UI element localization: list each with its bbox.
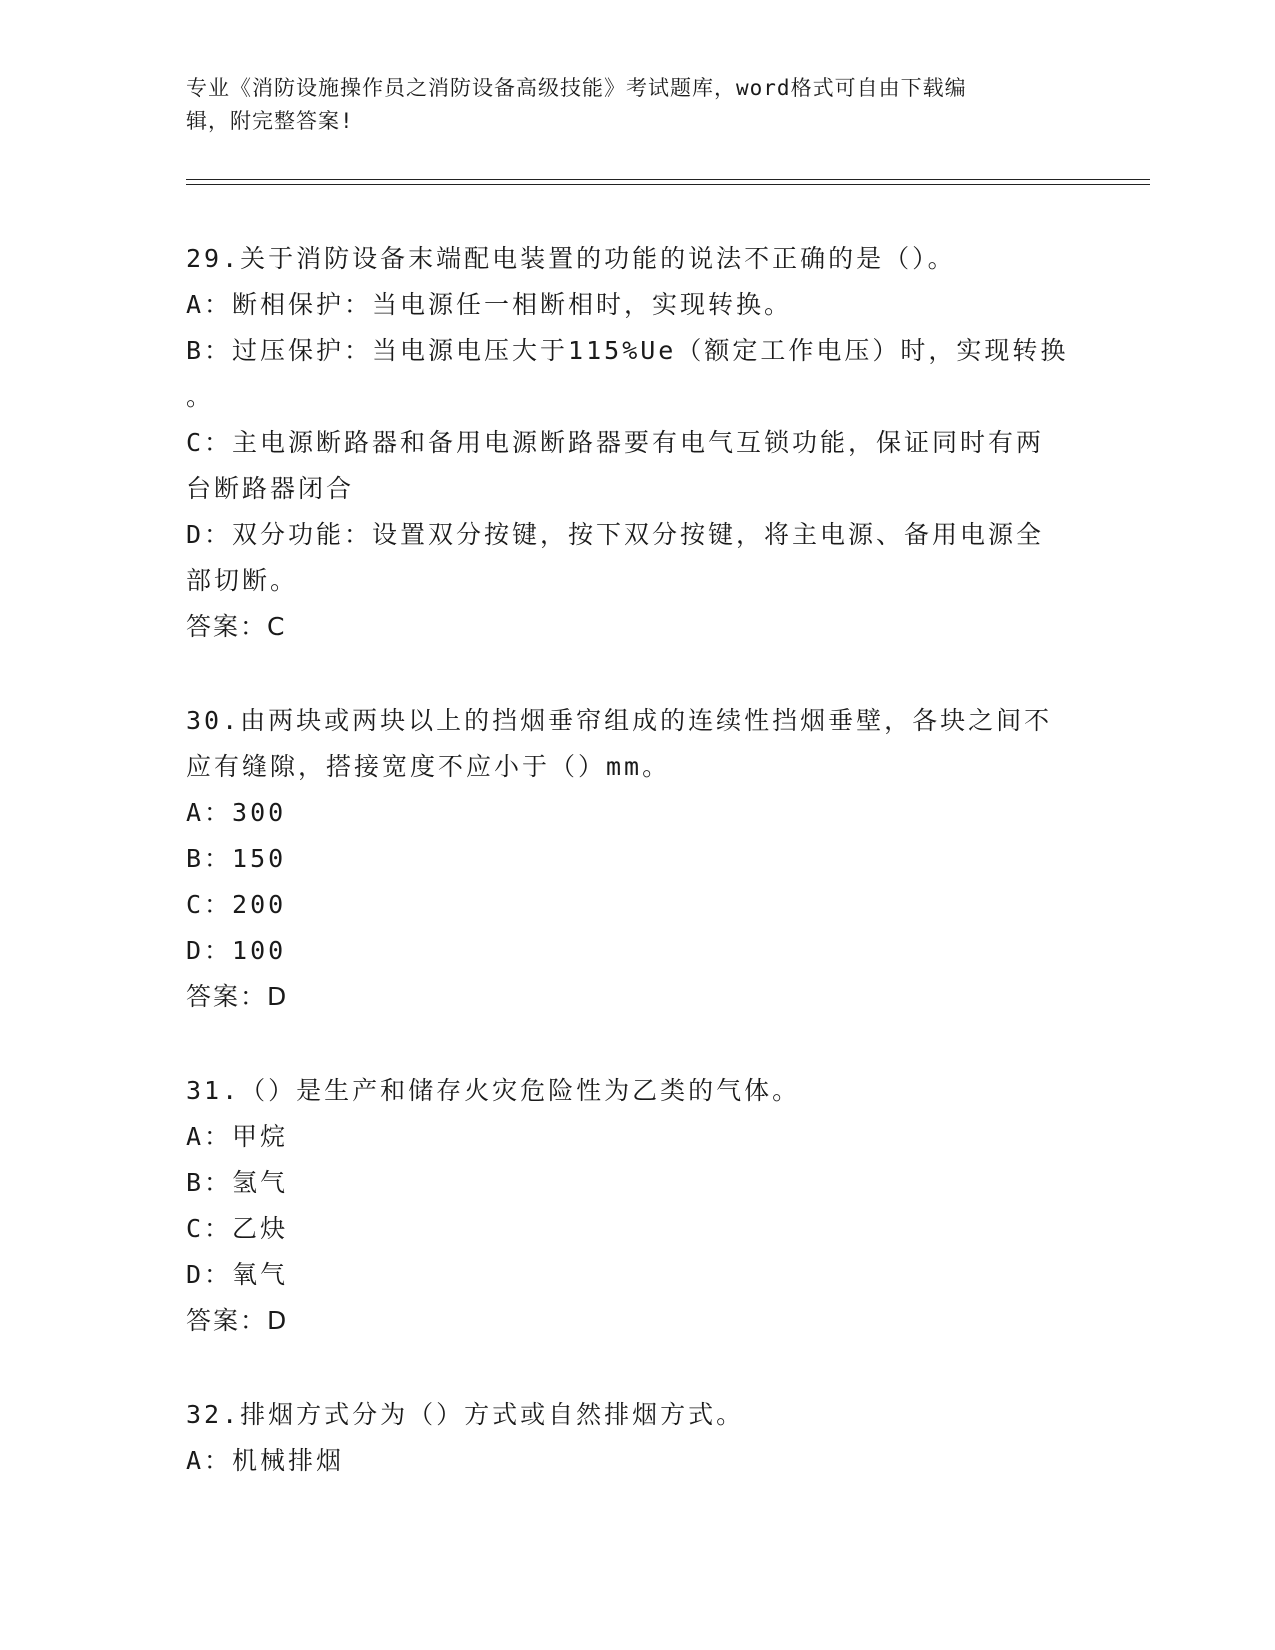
question-block bbox=[186, 1392, 1086, 1484]
answer-option: A：机械排烟 bbox=[186, 1446, 345, 1475]
answer-option: D：氧气 bbox=[186, 1260, 289, 1289]
answer-option: 部切断。 bbox=[186, 566, 299, 595]
question-stem: 32.排烟方式分为（）方式或自然排烟方式。 bbox=[186, 1400, 745, 1429]
answer-option: B：过压保护：当电源电压大于115%Ue（额定工作电压）时，实现转换 bbox=[186, 336, 1069, 365]
answer-option: C：主电源断路器和备用电源断路器要有电气互锁功能，保证同时有两 bbox=[186, 428, 1045, 457]
answer-option: 台断路器闭合 bbox=[186, 474, 355, 503]
document-header bbox=[186, 72, 1066, 138]
answer-option: A：断相保护：当电源任一相断相时，实现转换。 bbox=[186, 290, 793, 319]
answer-option: C：200 bbox=[186, 890, 287, 919]
answer-option: C：乙炔 bbox=[186, 1214, 289, 1243]
header-line-1: 专业《消防设施操作员之消防设备高级技能》考试题库，word格式可自由下载编 bbox=[186, 76, 967, 100]
answer-option: A：300 bbox=[186, 798, 287, 827]
answer-key: 答案：D bbox=[186, 1306, 289, 1335]
question-stem: 29.关于消防设备末端配电装置的功能的说法不正确的是（）。 bbox=[186, 244, 956, 273]
answer-option: B：氢气 bbox=[186, 1168, 289, 1197]
question-stem: 31.（）是生产和储存火灾危险性为乙类的气体。 bbox=[186, 1076, 801, 1105]
question-stem: 30.由两块或两块以上的挡烟垂帘组成的连续性挡烟垂壁，各块之间不 bbox=[186, 706, 1053, 735]
answer-option: D：100 bbox=[186, 936, 287, 965]
answer-key: 答案：D bbox=[186, 982, 289, 1011]
question-block bbox=[186, 236, 1086, 650]
question-stem: 应有缝隙，搭接宽度不应小于（）mm。 bbox=[186, 752, 671, 781]
header-line-2: 辑，附完整答案! bbox=[186, 109, 354, 133]
question-block bbox=[186, 1068, 1086, 1344]
answer-option: B：150 bbox=[186, 844, 287, 873]
answer-key: 答案：C bbox=[186, 612, 287, 641]
answer-option: D：双分功能：设置双分按键，按下双分按键，将主电源、备用电源全 bbox=[186, 520, 1045, 549]
question-list bbox=[186, 236, 1086, 1532]
header-divider-bottom bbox=[186, 184, 1150, 185]
question-block bbox=[186, 698, 1086, 1020]
answer-option: 。 bbox=[186, 382, 215, 411]
answer-option: A：甲烷 bbox=[186, 1122, 289, 1151]
header-divider-top bbox=[186, 179, 1150, 180]
